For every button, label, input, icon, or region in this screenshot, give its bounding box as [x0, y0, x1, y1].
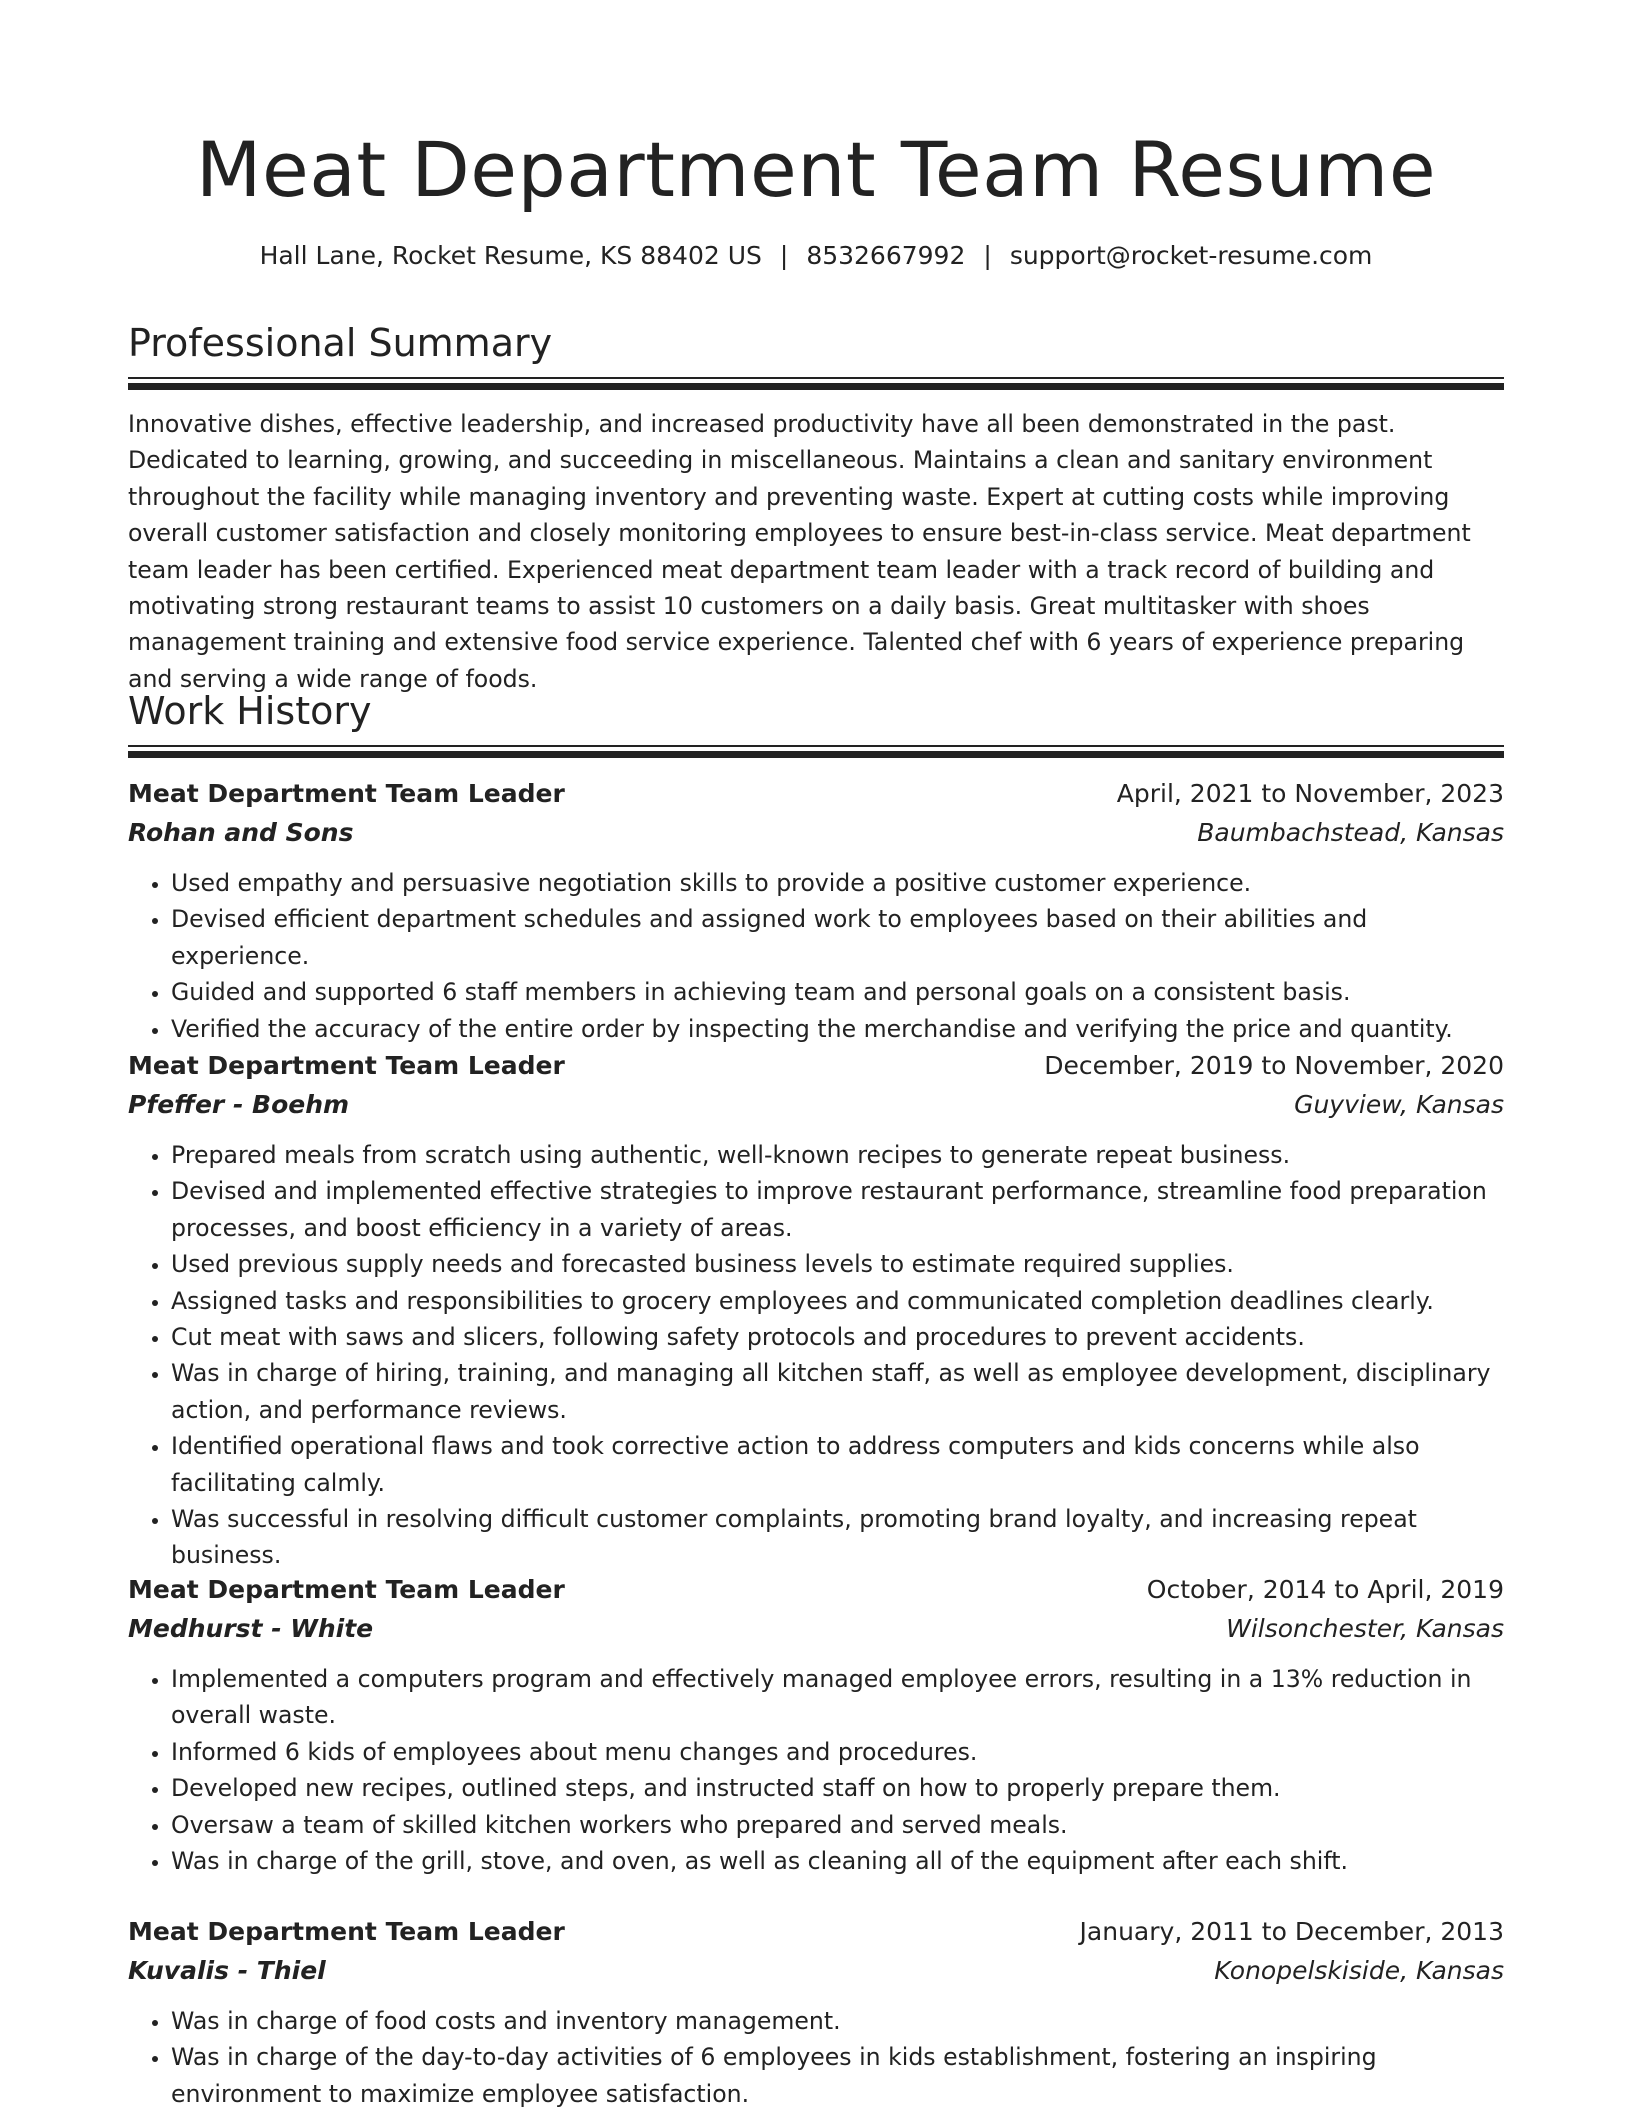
summary-heading: Professional Summary: [128, 321, 553, 365]
job-bullet: • Assigned tasks and responsibilities to grocery employees and communicated completion deadlines clearly.: [171, 1283, 1504, 1319]
job-bullet: • Used previous supply needs and forecasted business levels to estimate required supplies.: [171, 1246, 1504, 1282]
job-title: Meat Department Team Leader: [128, 1575, 565, 1604]
summary-text: Innovative dishes, effective leadership, and increased productivity have all been demonstrated in the past. Dedicated to learning, growing, and succeeding in miscellaneous. Maintains a clean and sanitary environment throughout the facility while managing inventory and preventing waste. Expert at cutting costs while improving overall customer satisfaction and closely monitoring employees to ensure best-in-class service. Meat department team leader has been certified. Experienced meat department team leader with a track record of building and motivating strong restaurant teams to assist 10 customers on a daily basis. Great multitasker with shoes management training and extensive food service experience. Talented chef with 6 years of experience preparing and serving a wide range of foods.: [128, 410, 1471, 693]
job-dates: January, 2011 to December, 2013: [1079, 1917, 1504, 1946]
job-location: Guyview, Kansas: [1294, 1090, 1504, 1119]
job-bullet: • Devised efficient department schedules and assigned work to employees based on their abilities and experience.: [171, 901, 1504, 974]
job-location: Konopelskiside, Kansas: [1214, 1956, 1504, 1985]
job-bullet: • Oversaw a team of skilled kitchen workers who prepared and served meals.: [171, 1807, 1504, 1843]
job-bullet: • Guided and supported 6 staff members in achieving team and personal goals on a consistent basis.: [171, 974, 1504, 1010]
job-bullet: • Was in charge of hiring, training, and managing all kitchen staff, as well as employee development, disciplinary action, and performance reviews.: [171, 1355, 1504, 1428]
job-title: Meat Department Team Leader: [128, 1917, 565, 1946]
job-entry: [128, 1047, 1504, 1574]
job-bullet: • Prepared meals from scratch using authentic, well-known recipes to generate repeat business.: [171, 1137, 1504, 1173]
job-bullets: [128, 1661, 1504, 1879]
job-location: Baumbachstead, Kansas: [1197, 818, 1504, 847]
work-heading: Work History: [128, 689, 372, 733]
job-dates: April, 2021 to November, 2023: [1116, 779, 1504, 808]
resume-title: Meat Department Team Resume: [195, 125, 1437, 214]
job-title: Meat Department Team Leader: [128, 1051, 565, 1080]
contact-separator: |: [983, 241, 992, 270]
contact-phone: 8532667992: [806, 241, 966, 270]
job-company: Kuvalis - Thiel: [128, 1956, 326, 1985]
contact-email: support@rocket-resume.com: [1009, 241, 1373, 270]
job-bullet: • Was in charge of the day-to-day activities of 6 employees in kids establishment, fostering an inspiring environment to maximize employee satisfaction.: [171, 2039, 1504, 2112]
job-entry: [128, 775, 1504, 1047]
job-bullet: • Used empathy and persuasive negotiation skills to provide a positive customer experience.: [171, 865, 1504, 901]
job-bullet: • Developed new recipes, outlined steps, and instructed staff on how to properly prepare them.: [171, 1770, 1504, 1806]
job-title: Meat Department Team Leader: [128, 779, 565, 808]
summary-divider: [128, 377, 1504, 390]
job-bullet: • Verified the accuracy of the entire order by inspecting the merchandise and verifying the price and quantity.: [171, 1011, 1504, 1047]
job-bullets: [128, 1137, 1504, 1574]
job-dates: December, 2019 to November, 2020: [1044, 1051, 1504, 1080]
job-company: Medhurst - White: [128, 1614, 374, 1643]
contact-line: [128, 238, 1504, 274]
job-bullet: • Cut meat with saws and slicers, following safety protocols and procedures to prevent accidents.: [171, 1319, 1504, 1355]
job-bullet: • Was successful in resolving difficult customer complaints, promoting brand loyalty, and increasing repeat business.: [171, 1501, 1504, 1574]
job-bullet: • Devised and implemented effective strategies to improve restaurant performance, streamline food preparation processes, and boost efficiency in a variety of areas.: [171, 1173, 1504, 1246]
job-bullets: [128, 2003, 1504, 2112]
job-location: Wilsonchester, Kansas: [1226, 1614, 1504, 1643]
job-dates: October, 2014 to April, 2019: [1146, 1575, 1504, 1604]
contact-separator: |: [779, 241, 789, 270]
job-company: Pfeffer - Boehm: [128, 1090, 350, 1119]
job-entry: [128, 1571, 1504, 1879]
job-company: Rohan and Sons: [128, 818, 354, 847]
job-entry: [128, 1913, 1504, 2112]
job-bullet: • Was in charge of food costs and inventory management.: [171, 2003, 1504, 2039]
contact-address: Hall Lane, Rocket Resume, KS 88402 US: [259, 241, 762, 270]
job-bullets: [128, 865, 1504, 1047]
job-bullet: • Implemented a computers program and effectively managed employee errors, resulting in a 13% reduction in overall waste.: [171, 1661, 1504, 1734]
work-divider: [128, 745, 1504, 758]
job-bullet: • Identified operational flaws and took corrective action to address computers and kids concerns while also facilitating calmly.: [171, 1428, 1504, 1501]
job-bullet: • Informed 6 kids of employees about menu changes and procedures.: [171, 1734, 1504, 1770]
job-bullet: • Was in charge of the grill, stove, and oven, as well as cleaning all of the equipment after each shift.: [171, 1843, 1504, 1879]
